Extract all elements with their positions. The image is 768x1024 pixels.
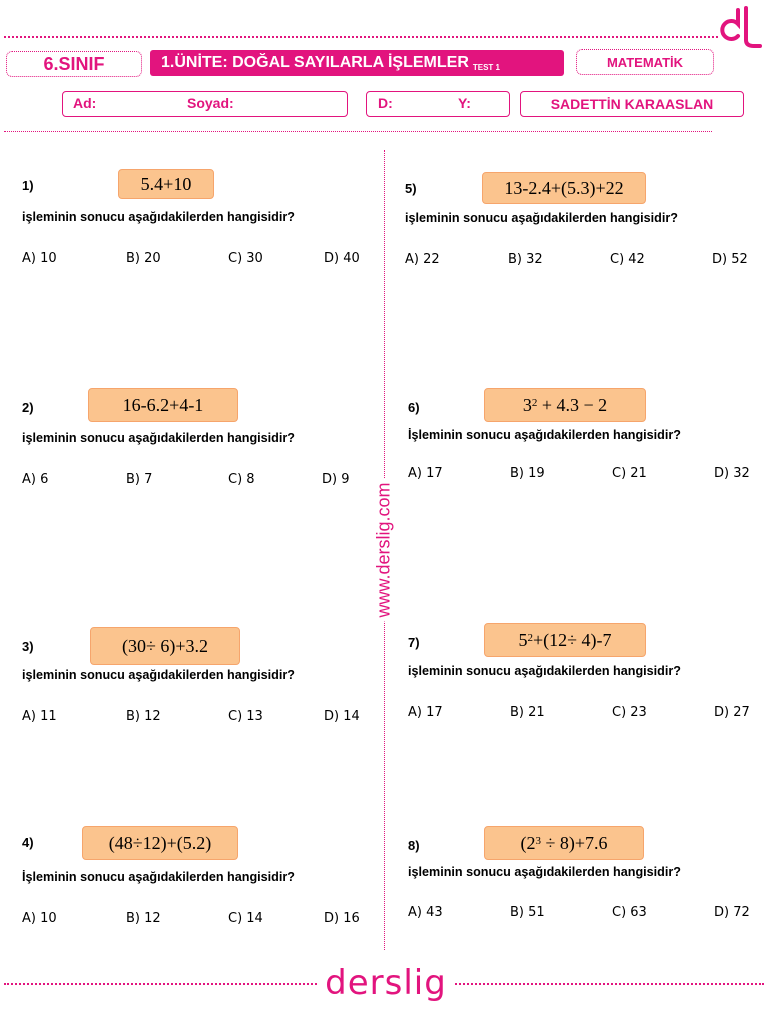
question-7-option-c[interactable]: C) 23 bbox=[612, 705, 647, 720]
question-4-option-d[interactable]: D) 16 bbox=[324, 911, 360, 926]
side-url: www.derslig.com bbox=[374, 478, 395, 621]
question-8-expression: (2 $^3$ ÷ 8)+7.6 bbox=[484, 826, 644, 860]
author-box bbox=[520, 91, 744, 117]
question-3-option-a[interactable]: A) 11 bbox=[22, 709, 57, 724]
question-2-option-c[interactable]: C) 8 bbox=[228, 472, 255, 487]
question-7-option-a[interactable]: A) 17 bbox=[408, 705, 443, 720]
question-8-option-d[interactable]: D) 72 bbox=[714, 905, 750, 920]
question-6-prompt: İşleminin sonucu aşağıdakilerden hangisidir? bbox=[408, 428, 681, 442]
question-4-number: 4) bbox=[22, 835, 34, 850]
question-3-option-d[interactable]: D) 14 bbox=[324, 709, 360, 724]
y-label: Y: bbox=[458, 95, 471, 111]
question-6-rest: + 4.3 − 2 bbox=[537, 394, 608, 415]
subject-box bbox=[576, 49, 714, 75]
question-7-number: 7) bbox=[408, 635, 420, 650]
subject-label: MATEMATİK bbox=[606, 54, 684, 70]
question-4-option-a[interactable]: A) 10 bbox=[22, 911, 57, 926]
question-1-prompt: işleminin sonucu aşağıdakilerden hangisidir? bbox=[22, 210, 295, 224]
test-label: TEST 1 bbox=[472, 62, 500, 72]
question-6-expression: 3 $^2$ + 4.3 − 2 bbox=[484, 388, 646, 422]
unit-title-banner bbox=[150, 50, 564, 76]
question-7-rest: +(12÷ 4)-7 bbox=[532, 629, 612, 650]
name-label: Ad: bbox=[73, 95, 97, 111]
header-bottom-rule bbox=[4, 131, 712, 132]
top-rule bbox=[4, 36, 718, 38]
question-7-base: 5 bbox=[518, 629, 528, 650]
question-6-option-d[interactable]: D) 32 bbox=[714, 466, 750, 481]
surname-label: Soyad: bbox=[187, 95, 234, 111]
question-1-expression: 5.4+10 bbox=[118, 169, 214, 199]
question-2-option-b[interactable]: B) 7 bbox=[126, 472, 153, 487]
question-8-option-b[interactable]: B) 51 bbox=[510, 905, 545, 920]
question-3-prompt: işleminin sonucu aşağıdakilerden hangisidir? bbox=[22, 668, 295, 682]
question-2-number: 2) bbox=[22, 400, 34, 415]
question-2-option-a[interactable]: A) 6 bbox=[22, 472, 49, 487]
question-8-base: (2 bbox=[520, 832, 536, 853]
d-label: D: bbox=[378, 95, 393, 111]
question-3-number: 3) bbox=[22, 639, 34, 654]
question-4-option-b[interactable]: B) 12 bbox=[126, 911, 161, 926]
question-3-option-b[interactable]: B) 12 bbox=[126, 709, 161, 724]
question-5-option-d[interactable]: D) 52 bbox=[712, 252, 748, 267]
question-8-prompt: işleminin sonucu aşağıdakilerden hangisidir? bbox=[408, 865, 681, 879]
grade-label: 6.SINIF bbox=[43, 53, 105, 74]
grade-box bbox=[6, 51, 142, 77]
question-1-option-c[interactable]: C) 30 bbox=[228, 251, 263, 266]
question-5-option-b[interactable]: B) 32 bbox=[508, 252, 543, 267]
question-7-expression: 5 $^2$ +(12÷ 4)-7 bbox=[484, 623, 646, 657]
question-5-option-c[interactable]: C) 42 bbox=[610, 252, 645, 267]
question-7-option-b[interactable]: B) 21 bbox=[510, 705, 545, 720]
question-8-option-a[interactable]: A) 43 bbox=[408, 905, 443, 920]
question-2-option-d[interactable]: D) 9 bbox=[322, 472, 350, 487]
question-7-prompt: işleminin sonucu aşağıdakilerden hangisidir? bbox=[408, 664, 681, 678]
question-5-number: 5) bbox=[405, 181, 417, 196]
question-6-number: 6) bbox=[408, 400, 420, 415]
question-4-expression: (48÷12)+(5.2) bbox=[82, 826, 238, 860]
question-1-number: 1) bbox=[22, 178, 34, 193]
question-2-expression: 16-6.2+4-1 bbox=[88, 388, 238, 422]
question-3-option-c[interactable]: C) 13 bbox=[228, 709, 263, 724]
question-8-option-c[interactable]: C) 63 bbox=[612, 905, 647, 920]
question-6-option-b[interactable]: B) 19 bbox=[510, 466, 545, 481]
question-5-prompt: işleminin sonucu aşağıdakilerden hangisidir? bbox=[405, 211, 678, 225]
question-1-option-a[interactable]: A) 10 bbox=[22, 251, 57, 266]
question-1-option-b[interactable]: B) 20 bbox=[126, 251, 161, 266]
question-7-option-d[interactable]: D) 27 bbox=[714, 705, 750, 720]
question-1-option-d[interactable]: D) 40 bbox=[324, 251, 360, 266]
unit-title: 1.ÜNİTE: DOĞAL SAYILARLA İŞLEMLER bbox=[161, 54, 469, 71]
question-4-prompt: İşleminin sonucu aşağıdakilerden hangisidir? bbox=[22, 870, 295, 884]
question-4-option-c[interactable]: C) 14 bbox=[228, 911, 263, 926]
derslig-dl-logo-icon bbox=[716, 6, 762, 50]
question-8-rest: ÷ 8)+7.6 bbox=[540, 832, 608, 853]
question-6-base: 3 bbox=[522, 394, 532, 415]
footer-brand-logo: derslig bbox=[318, 963, 454, 1003]
author-label: SADETTİN KARAASLAN bbox=[550, 96, 714, 112]
question-6-option-a[interactable]: A) 17 bbox=[408, 466, 443, 481]
question-8-number: 8) bbox=[408, 838, 420, 853]
question-2-prompt: işleminin sonucu aşağıdakilerden hangisidir? bbox=[22, 431, 295, 445]
question-5-expression: 13-2.4+(5.3)+22 bbox=[482, 172, 646, 204]
question-5-option-a[interactable]: A) 22 bbox=[405, 252, 440, 267]
question-6-option-c[interactable]: C) 21 bbox=[612, 466, 647, 481]
question-3-expression: (30÷ 6)+3.2 bbox=[90, 627, 240, 665]
